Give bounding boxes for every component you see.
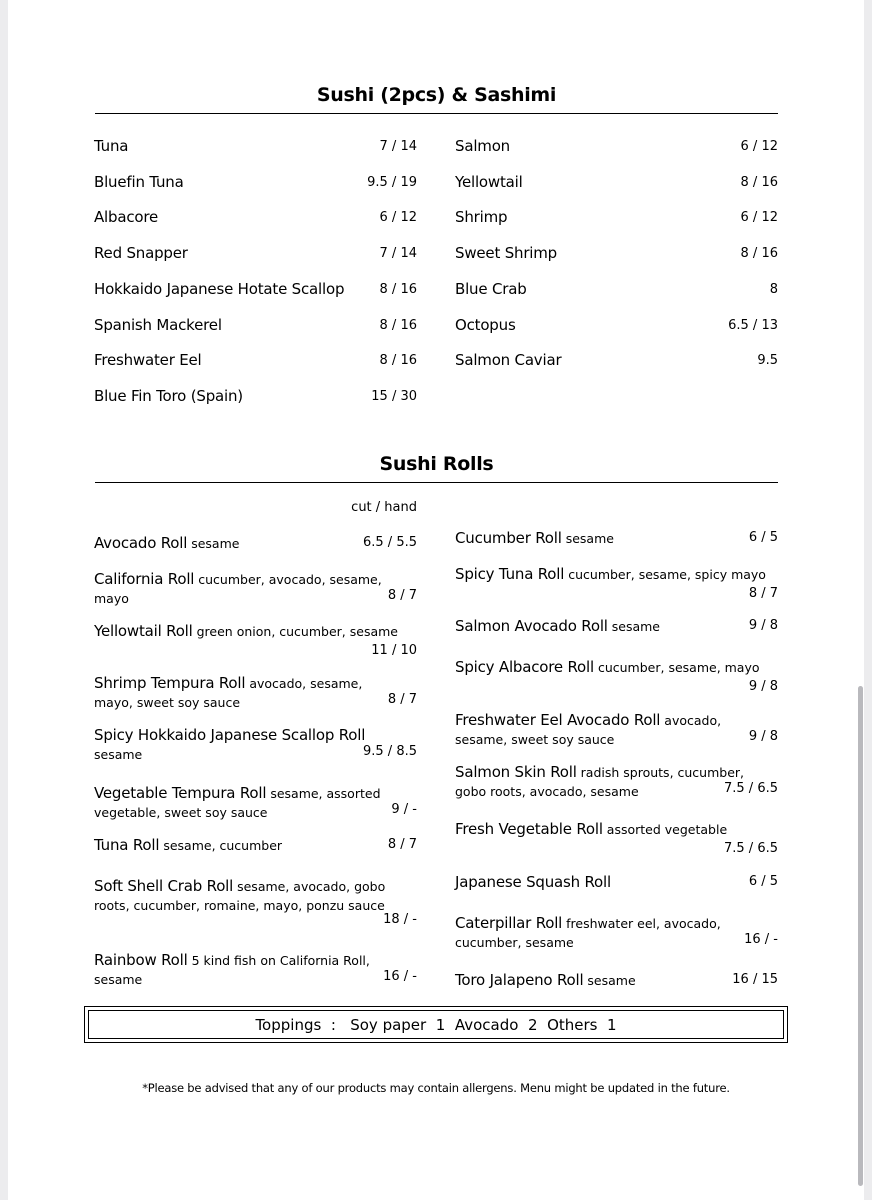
- roll-price: 8 / 7: [387, 837, 417, 852]
- item-name: Shrimp: [455, 208, 508, 226]
- sashimi-item: [94, 316, 417, 336]
- roll-name: Spicy Hokkaido Japanese Scallop Roll: [94, 726, 366, 744]
- allergen-footnote: *Please be advised that any of our products may contain allergens. Menu might be updated in the future.: [142, 1081, 730, 1095]
- item-name: Spanish Mackerel: [94, 316, 222, 334]
- roll-item: [455, 711, 745, 750]
- item-name: Red Snapper: [94, 244, 188, 262]
- roll-price: 9 / -: [391, 802, 417, 817]
- rolls-title-rule: [95, 482, 778, 483]
- roll-price: 18 / -: [383, 912, 417, 927]
- sashimi-item: [455, 351, 778, 371]
- item-price: 9.5: [757, 353, 778, 368]
- roll-desc: assorted vegetable: [606, 822, 728, 837]
- item-name: Blue Crab: [455, 280, 527, 298]
- roll-item: [455, 658, 778, 696]
- roll-name: Spicy Albacore Roll: [455, 658, 594, 676]
- item-price: 6.5 / 13: [728, 318, 778, 333]
- item-price: 8: [769, 282, 778, 297]
- item-price: 9.5 / 19: [367, 175, 417, 190]
- item-price: 8 / 16: [740, 175, 778, 190]
- toppings-label: Toppings: [255, 1015, 322, 1034]
- item-price: 15 / 30: [371, 389, 417, 404]
- roll-item: [455, 617, 778, 637]
- roll-name: Spicy Tuna Roll: [455, 565, 565, 583]
- item-name: Hokkaido Japanese Hotate Scallop: [94, 280, 345, 298]
- roll-item: [455, 971, 778, 991]
- roll-name: Yellowtail Roll: [94, 622, 193, 640]
- sashimi-item: [94, 208, 417, 228]
- roll-name: Fresh Vegetable Roll: [455, 820, 603, 838]
- item-price: 7 / 14: [379, 246, 417, 261]
- topping-name: Others: [547, 1015, 598, 1034]
- roll-price: 8 / 7: [748, 586, 778, 601]
- menu-page: [8, 0, 864, 1200]
- roll-name: Caterpillar Roll: [455, 914, 563, 932]
- sashimi-item: [455, 316, 778, 336]
- roll-item: [455, 529, 778, 549]
- item-name: Blue Fin Toro (Spain): [94, 387, 243, 405]
- roll-name: Salmon Avocado Roll: [455, 617, 608, 635]
- roll-item: [94, 622, 417, 660]
- item-price: 8 / 16: [379, 282, 417, 297]
- sashimi-title-rule: [95, 113, 778, 114]
- roll-desc: cucumber, sesame, mayo: [597, 660, 760, 675]
- roll-desc: 5 kind fish on California Roll, sesame: [94, 953, 370, 987]
- roll-item: [94, 836, 417, 856]
- topping-name: Avocado: [454, 1015, 519, 1034]
- roll-price: 6 / 5: [748, 530, 778, 545]
- roll-desc: sesame: [565, 531, 614, 546]
- item-price: 8 / 16: [379, 353, 417, 368]
- roll-price: 8 / 7: [387, 588, 417, 603]
- roll-price: 7.5 / 6.5: [724, 841, 778, 856]
- toppings-separator: :: [330, 1015, 336, 1034]
- roll-desc: avocado, sesame, mayo, sweet soy sauce: [94, 676, 363, 710]
- item-name: Bluefin Tuna: [94, 173, 184, 191]
- sashimi-item: [94, 244, 417, 264]
- roll-desc: sesame: [94, 747, 143, 762]
- roll-item: [94, 674, 384, 713]
- sashimi-item: [94, 351, 417, 371]
- roll-name: Rainbow Roll: [94, 951, 188, 969]
- sashimi-title: Sushi (2pcs) & Sashimi: [316, 84, 557, 106]
- roll-name: Japanese Squash Roll: [455, 873, 611, 891]
- toppings-inner-frame: [88, 1010, 784, 1039]
- sashimi-item: [94, 137, 417, 157]
- roll-price: 6 / 5: [748, 874, 778, 889]
- item-name: Albacore: [94, 208, 159, 226]
- roll-desc: cucumber, avocado, sesame, mayo: [94, 572, 382, 606]
- sashimi-item: [455, 137, 778, 157]
- roll-name: Vegetable Tempura Roll: [94, 784, 267, 802]
- roll-desc: sesame, assorted vegetable, sweet soy sauce: [94, 786, 381, 820]
- roll-item: [94, 534, 417, 554]
- item-name: Octopus: [455, 316, 516, 334]
- roll-name: Freshwater Eel Avocado Roll: [455, 711, 661, 729]
- roll-item: [94, 877, 394, 916]
- roll-item: [455, 914, 745, 953]
- toppings-box: [84, 1006, 788, 1043]
- roll-name: Shrimp Tempura Roll: [94, 674, 246, 692]
- roll-desc: avocado, sesame, sweet soy sauce: [455, 713, 722, 747]
- roll-desc: sesame, cucumber: [163, 838, 283, 853]
- sashimi-item: [94, 387, 417, 407]
- item-price: 6 / 12: [379, 210, 417, 225]
- sashimi-item: [455, 244, 778, 264]
- roll-name: Tuna Roll: [94, 836, 160, 854]
- item-price: 6 / 12: [740, 210, 778, 225]
- item-name: Tuna: [94, 137, 129, 155]
- roll-price: 6.5 / 5.5: [363, 535, 417, 550]
- roll-name: California Roll: [94, 570, 195, 588]
- roll-price: 9 / 8: [748, 729, 778, 744]
- roll-price: 9.5 / 8.5: [363, 744, 417, 759]
- roll-item: [94, 570, 386, 609]
- roll-desc: sesame: [587, 973, 636, 988]
- roll-price: 16 / 15: [732, 972, 778, 987]
- roll-desc: cucumber, sesame, spicy mayo: [568, 567, 766, 582]
- rolls-title: Sushi Rolls: [379, 453, 494, 475]
- roll-price: 16 / -: [383, 969, 417, 984]
- roll-item: [94, 951, 384, 990]
- topping-price: 1: [607, 1015, 617, 1034]
- sashimi-item: [455, 173, 778, 193]
- topping-name: Soy paper: [350, 1015, 427, 1034]
- item-name: Freshwater Eel: [94, 351, 202, 369]
- item-price: 8 / 16: [740, 246, 778, 261]
- item-name: Salmon Caviar: [455, 351, 562, 369]
- roll-desc: sesame: [191, 536, 240, 551]
- item-name: Sweet Shrimp: [455, 244, 557, 262]
- roll-name: Toro Jalapeno Roll: [455, 971, 584, 989]
- item-price: 6 / 12: [740, 139, 778, 154]
- topping-price: 1: [435, 1015, 446, 1034]
- roll-price: 7.5 / 6.5: [724, 781, 778, 796]
- scrollbar-thumb[interactable]: [858, 686, 863, 1186]
- item-name: Salmon: [455, 137, 510, 155]
- roll-price: 8 / 7: [387, 692, 417, 707]
- roll-desc: sesame: [611, 619, 660, 634]
- item-name: Yellowtail: [455, 173, 523, 191]
- sashimi-item: [455, 280, 778, 300]
- roll-name: Salmon Skin Roll: [455, 763, 577, 781]
- roll-desc: green onion, cucumber, sesame: [196, 624, 398, 639]
- roll-desc: radish sprouts, cucumber, gobo roots, avocado, sesame: [455, 765, 745, 799]
- sashimi-item: [94, 280, 417, 300]
- roll-name: Soft Shell Crab Roll: [94, 877, 234, 895]
- roll-desc: sesame, avocado, gobo roots, cucumber, romaine, mayo, ponzu sauce: [94, 879, 386, 913]
- roll-name: Avocado Roll: [94, 534, 188, 552]
- item-price: 8 / 16: [379, 318, 417, 333]
- roll-price: 9 / 8: [748, 618, 778, 633]
- cut-hand-header: cut / hand: [351, 500, 417, 515]
- topping-price: 2: [527, 1015, 538, 1034]
- sashimi-item: [455, 208, 778, 228]
- sashimi-item: [94, 173, 417, 193]
- roll-item: [455, 565, 778, 603]
- item-price: 7 / 14: [379, 139, 417, 154]
- roll-item: [94, 784, 394, 823]
- roll-desc: freshwater eel, avocado, cucumber, sesame: [455, 916, 721, 950]
- roll-price: 11 / 10: [371, 643, 417, 658]
- roll-item: [455, 873, 778, 893]
- roll-item: [455, 820, 778, 858]
- roll-price: 16 / -: [744, 932, 778, 947]
- roll-name: Cucumber Roll: [455, 529, 562, 547]
- roll-price: 9 / 8: [748, 679, 778, 694]
